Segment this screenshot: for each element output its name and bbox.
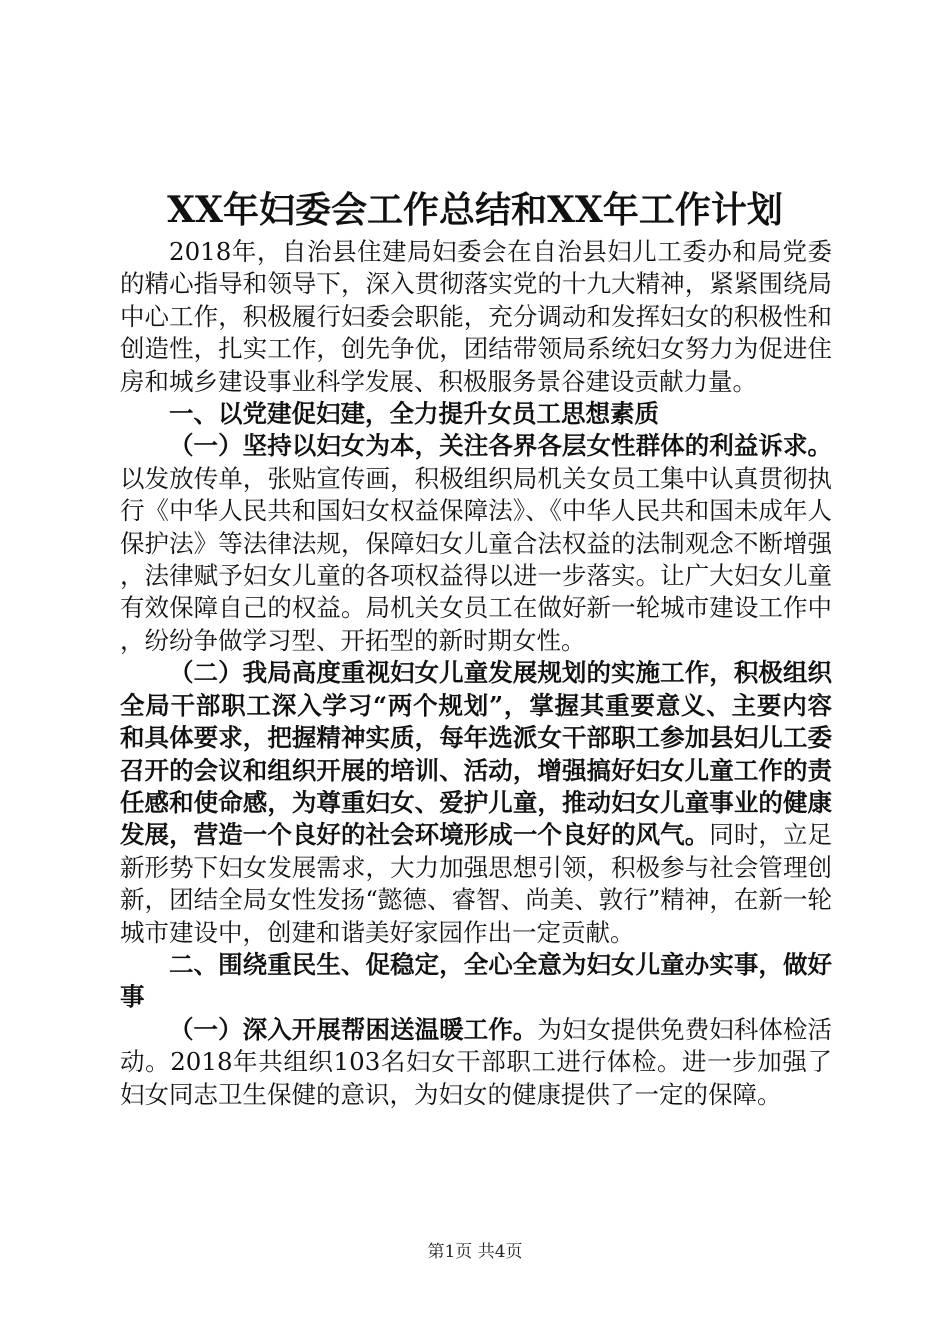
- document-body: [120, 236, 832, 1111]
- section-1-item-1-body: 以发放传单，张贴宣传画，积极组织局机关女员工集中认真贯彻执行《中华人民共和国妇女权益保障法》、《中华人民共和国未成年人保护法》等法律法规，保障妇女儿童合法权益的法制观念不断增强，法律赋予妇女儿童的各项权益得以进一步落实。让广大妇女儿童有效保障自己的权益。局机关女员工在做好新一轮城市建设工作中，纷纷争做学习型、开拓型的新时期女性。: [120, 463, 832, 655]
- intro-paragraph: 2018年，自治县住建局妇委会在自治县妇儿工委办和局党委的精心指导和领导下，深入贯彻落实党的十九大精神，紧紧围绕局中心工作，积极履行妇委会职能，充分调动和发挥妇女的积极性和创造性，扎实工作，创先争优，团结带领局系统妇女努力为促进住房和城乡建设事业科学发展、积极服务景谷建设贡献力量。: [120, 237, 832, 396]
- section-2-item-1-body: 为妇女提供免费妇科体检活动。2018年共组织103名妇女干部职工进行体检。进一步加强了妇女同志卫生保健的意识，为妇女的健康提供了一定的保障。: [120, 1014, 833, 1109]
- page-footer: [0, 1240, 950, 1264]
- section-1-heading: 一、以党建促妇建，全力提升女员工思想素质: [169, 399, 659, 429]
- page-number-label: 第1页 共4页: [427, 1242, 523, 1262]
- section-1-item-1-lead: （一）坚持以妇女为本，关注各界各层女性群体的利益诉求。: [169, 431, 832, 461]
- section-2-item-1-lead: （一）深入开展帮困送温暖工作。: [169, 1014, 538, 1044]
- document-title: XX年妇委会工作总结和XX年工作计划: [167, 189, 783, 231]
- section-1-item-1: [120, 430, 832, 657]
- section-1-item-2-body: 同时，立足新形势下妇女发展需求，大力加强思想引领，积极参与社会管理创新，团结全局女性发扬“懿德、睿智、尚美、敦行”精神，在新一轮城市建设中，创建和谐美好家园作出一定贡献。: [120, 820, 833, 947]
- section-2-heading: 二、围绕重民生、促稳定，全心全意为妇女儿童办实事，做好事: [120, 949, 832, 1012]
- section-1-item-2: [120, 657, 832, 949]
- section-2-item-1: [120, 1014, 832, 1111]
- section-1-item-2-lead: （二）我局高度重视妇女儿童发展规划的实施工作，积极组织全局干部职工深入学习“两个规划”，掌握其重要意义、主要内容和具体要求，把握精神实质，每年选派女干部职工参加县妇儿工委召开的会议和组织开展的培训、活动，增强搞好妇女儿童工作的责任感和使命感，为尊重妇女、爱护儿童，推动妇女儿童事业的健康发展，营造一个良好的社会环境形成一个良好的风气。: [120, 658, 832, 850]
